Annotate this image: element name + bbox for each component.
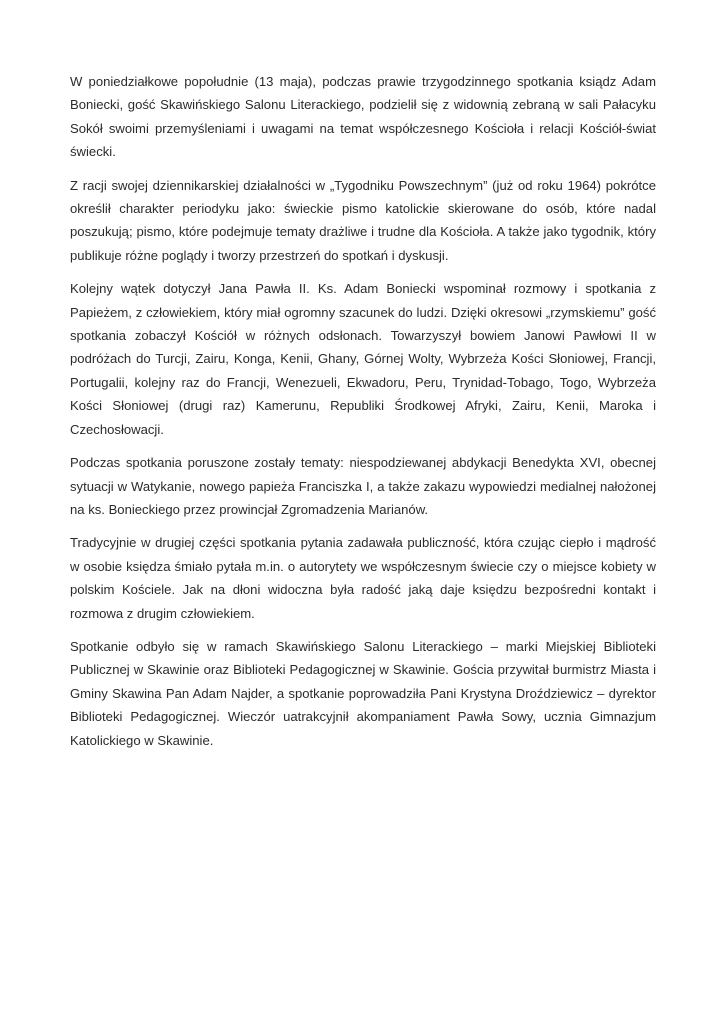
paragraph-4: Podczas spotkania poruszone zostały tematy: niespodziewanej abdykacji Benedykta XVI, obecnej sytuacji w Watykanie, nowego papieża Franciszka I, a także zakazu wypowiedzi medialnej nałożonej na ks. Bonieckiego przez prowincjał Zgromadzenia Marianów. [70,455,656,517]
paragraph-2: Z racji swojej dziennikarskiej działalności w „Tygodniku Powszechnym” (już od roku 1964) pokrótce określił charakter periodyku jako: świeckie pismo katolickie skierowane do osób, które nadal poszukują; pismo, które podejmuje tematy drażliwe i trudne dla Kościoła. A także jako tygodnik, który publikuje różne poglądy i tworzy przestrzeń do spotkań i dyskusji. [70,177,656,263]
paragraph-3: Kolejny wątek dotyczył Jana Pawła II. Ks. Adam Boniecki wspominał rozmowy i spotkania z Papieżem, z człowiekiem, który miał ogromny szacunek do ludzi. Dzięki okresowi „rzymskiemu” gość spotkania zobaczył Kościół w różnych odsłonach. Towarzyszył bowiem Janowi Pawłowi II w podróżach do Turcji, Zairu, Konga, Kenii, Ghany, Górnej Wolty, Wybrzeża Kości Słoniowej, Francji, Portugalii, kolejny raz do Francji, Wenezueli, Ekwadoru, Peru, Trynidad-Tobago, Togo, Wybrzeża Kości Słoniowej (drugi raz) Kamerunu, Republiki Środkowej Afryki, Zairu, Kenii, Maroka i Czechosłowacji. [70,281,656,437]
paragraph-5: Tradycyjnie w drugiej części spotkania pytania zadawała publiczność, która czując ciepło i mądrość w osobie księdza śmiało pytała m.in. o autorytety we współczesnym świecie czy o miejsce kobiety w polskim Kościele. Jak na dłoni widoczna była radość jaką daje księdzu bezpośredni kontakt i rozmowa z drugim człowiekiem. [70,535,656,621]
paragraph-6: Spotkanie odbyło się w ramach Skawińskiego Salonu Literackiego – marki Miejskiej Biblioteki Publicznej w Skawinie oraz Biblioteki Pedagogicznej w Skawinie. Gościa przywitał burmistrz Miasta i Gminy Skawina Pan Adam Najder, a spotkanie poprowadziła Pani Krystyna Droździewicz – dyrektor Biblioteki Pedagogicznej. Wieczór uatrakcyjnił akompaniament Pawła Sowy, ucznia Gimnazjum Katolickiego w Skawinie. [70,638,656,748]
document-body [70,70,656,762]
paragraph-1: W poniedziałkowe popołudnie (13 maja), podczas prawie trzygodzinnego spotkania ksiądz Adam Boniecki, gość Skawińskiego Salonu Literackiego, podzielił się z widownią zebraną w sali Pałacyku Sokół swoimi przemyśleniami i uwagami na temat współczesnego Kościoła i relacji Kościół-świat świecki. [70,74,656,160]
